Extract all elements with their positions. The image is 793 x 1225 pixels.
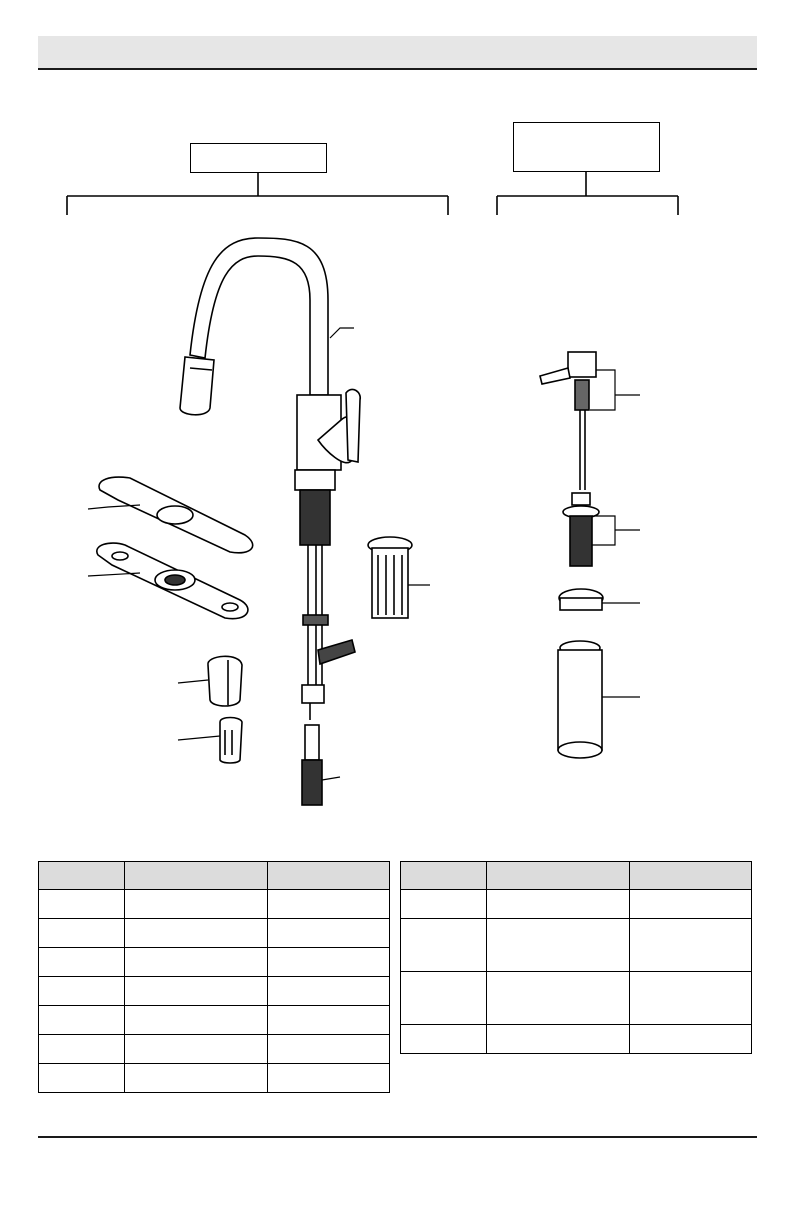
table-row [39, 1006, 390, 1035]
mounting-bracket [220, 718, 242, 764]
table-cell [630, 972, 752, 1025]
table-cell [125, 1006, 268, 1035]
column-header [401, 862, 487, 890]
table-cell [39, 977, 125, 1006]
table-cell [630, 1025, 752, 1054]
table-cell [268, 948, 390, 977]
table-cell [125, 919, 268, 948]
table-cell [39, 1006, 125, 1035]
table-cell [630, 890, 752, 919]
table-header-row [401, 862, 752, 890]
table-row [39, 1064, 390, 1093]
table-cell [125, 1064, 268, 1093]
table-row [401, 972, 752, 1025]
table-cell [401, 890, 487, 919]
faucet-parts-table [38, 861, 390, 1093]
table-cell [125, 948, 268, 977]
table-cell [401, 972, 487, 1025]
table-cell [268, 1035, 390, 1064]
hose-weight [368, 537, 412, 618]
column-header [630, 862, 752, 890]
table-row [401, 1025, 752, 1054]
table-cell [630, 919, 752, 972]
deck-gasket [97, 543, 248, 619]
table-cell [268, 1006, 390, 1035]
table-row [401, 890, 752, 919]
table-cell [39, 948, 125, 977]
table-cell [125, 977, 268, 1006]
soap-dispenser-assembly [540, 352, 603, 758]
table-cell [401, 919, 487, 972]
table-cell [39, 1064, 125, 1093]
table-row [39, 919, 390, 948]
footer-divider [38, 1136, 757, 1138]
table-row [39, 890, 390, 919]
table-cell [268, 890, 390, 919]
soap-dispenser-parts-table [400, 861, 752, 1054]
table-cell [487, 972, 630, 1025]
column-header [487, 862, 630, 890]
deck-plate [99, 477, 253, 553]
column-header [125, 862, 268, 890]
table-cell [39, 890, 125, 919]
table-cell [401, 1025, 487, 1054]
table-row [401, 919, 752, 972]
table-cell [487, 890, 630, 919]
table-row [39, 1035, 390, 1064]
mounting-clip [208, 656, 242, 706]
table-cell [39, 1035, 125, 1064]
table-cell [487, 919, 630, 972]
table-row [39, 948, 390, 977]
soap-group-bracket [497, 172, 678, 215]
table-cell [268, 977, 390, 1006]
table-cell [268, 1064, 390, 1093]
table-cell [268, 919, 390, 948]
column-header [39, 862, 125, 890]
faucet-group-bracket [67, 173, 448, 215]
table-cell [125, 1035, 268, 1064]
table-cell [39, 919, 125, 948]
column-header [268, 862, 390, 890]
table-cell [125, 890, 268, 919]
table-cell [487, 1025, 630, 1054]
table-row [39, 977, 390, 1006]
table-header-row [39, 862, 390, 890]
